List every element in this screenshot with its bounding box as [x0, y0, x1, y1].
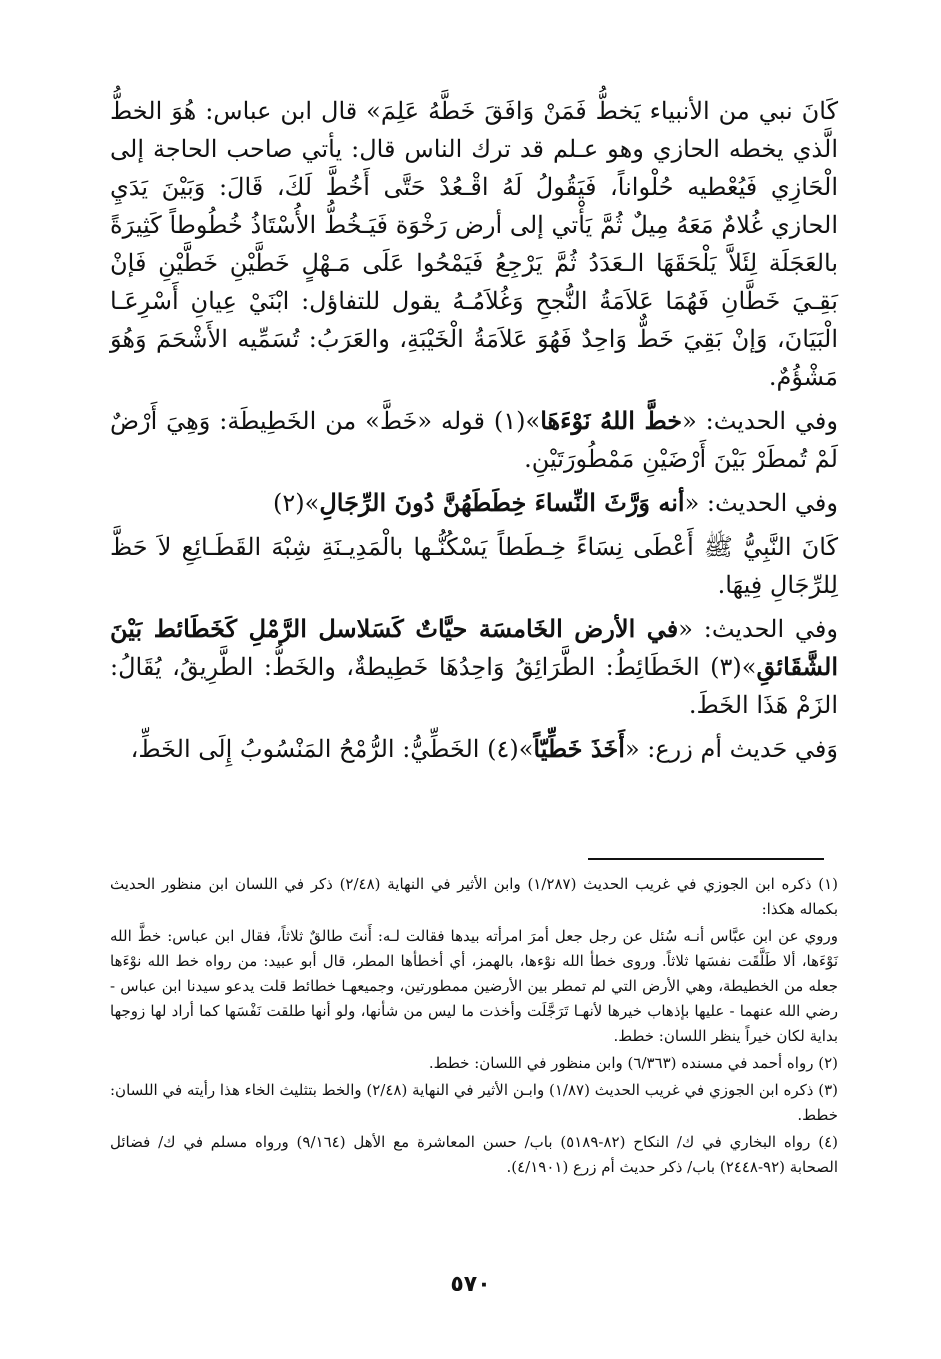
- para6-rest: »(٤) الخَطِّيُّ: الرُّمْحُ المَنْسُوبُ إِلَى الخَطِّ،: [130, 735, 534, 763]
- para2-prefix: وفي الحديث: «: [682, 407, 838, 435]
- footnote-separator: [588, 858, 824, 860]
- footnote-1: (١) ذكره ابن الجوزي في غريب الحديث (١/٢٨٧) وابن الأثير في النهاية (٢/٤٨) ذكر في اللسان ابن منظور الحديث بكماله هكذا:: [110, 875, 838, 918]
- hadith-quote: خطَّ اللهُ نَوْءَهَا: [540, 406, 683, 435]
- hadith-quote: في الأرض الخَامسَة حيَّاتٌ كَسَلاسل الرَّمْلِ كَخَطَائط بَيْنَ الشَّقَائقِ: [110, 614, 838, 681]
- footnotes: [110, 872, 838, 1182]
- paragraph-4: كَانَ النَّبِيُّ ﷺ أَعْطَى نِسَاءً خِـطَطاً يَسْكُنُّـها بالْمَدِيـنَةِ شِبْهَ القَطَـائِعِ لاَ حَظَّ لِلرِّجَالِ فِيهَا.: [110, 533, 838, 599]
- paragraph-6: [110, 730, 838, 768]
- para5-prefix: وفي الحديث: «: [678, 615, 838, 643]
- page-number: ٥٧٠: [450, 1272, 491, 1297]
- hadith-quote: أنه وَرَّثَ النِّساءَ خِطَطَهُنَّ دُونَ الرِّجَالِ: [319, 488, 685, 517]
- para2-rest: »(١) قوله «خَطَّ» من الخَطِيطَة: وَهِيَ أَرْضٌ لَمْ تُمطَرْ بَيْنَ أَرْضَيْنِ مَمْطُورَتَيْنِ.: [110, 407, 838, 473]
- paragraph-5: [110, 610, 838, 724]
- paragraph-2: [110, 402, 838, 478]
- footnote-4: (٤) رواه البخاري في ك/ النكاح (٨٢-٥١٨٩) باب/ حسن المعاشرة مع الأهل (٩/١٦٤) ورواه مسلم في ك/ فضائل الصحابة (٩٢-٢٤٤٨) باب/ ذكر حديث أم زرع (٤/١٩٠١).: [110, 1133, 838, 1176]
- paragraph-3: [110, 484, 838, 522]
- hadith-quote: أَخَذَ خَطِّيّاً: [533, 734, 625, 763]
- para3-rest: »(٢): [273, 489, 320, 517]
- para5-rest: »(٣) الخَطَائِطُ: الطَّرَائِقُ وَاحِدُهَا خَطِيطةٌ، والخَطُّ: الطَّرِيقُ، يُقَالُ: الزَمْ هَذَا الخَطَ.: [110, 653, 838, 719]
- footnote-3: (٣) ذكره ابن الجوزي في غريب الحديث (١/٨٧) وابـن الأثير في النهاية (٢/٤٨) والخط بتثليث الخاء هذا رأيته في اللسان: خطط.: [110, 1081, 838, 1124]
- footnote-2: (٢) رواه أحمد في مسنده (٦/٣٦٣) وابن منظور في اللسان: خطط.: [428, 1054, 838, 1072]
- para6-prefix: وَفي حَديث أم زرع: «: [624, 735, 838, 763]
- footnote-1-quote: وروي عن ابن عبَّاس أنـه سُئل عن رجل جعل أمرَ امرأته بيدها فقالت لـه: أَنتَ طالقٌ ثلاثاً، فقال ابن عباس: خطَّ الله نَوْءَها، ألا طَلَّقَت نفسَها ثلاثاً. وروى خطأ الله نوْءها، بالهمز، أي أخطأها المطر، قال أبو عبيد: من رواه خط الله نوْءَها جعله من الخطيطة، وهي الأرض التي لم تمطر بين الأرضين ممطورتين، وجميعهـا خطائط قلت يدعو سيدنا ابن عباس - رضي الله عنهما - عليها بإذهاب خيرها لأنهـا تَرَجَّلَت وأخذت ما ليس من شأنها، ولو أنها طلقت نَفْسَها كما أراد لها زوجها بداية لكان خيراً ينظر اللسان: خطط.: [110, 927, 838, 1045]
- paragraph-1: كَانَ نبي من الأنبياء يَخطُّ فَمَنْ وَافَقَ خَطَّهُ عَلِمَ» قال ابن عباس: هُوَ الخطُّ الَّذي يخطه الحازي وهو عـلم قد ترك الناس قال: يأتي صاحب الحاجة إلى الْحَازِي فَيُعْطيه حُلْواناً، فَيَقُولُ لَهُ اقْـعُدْ حَتَّى أَخُطَّ لَكَ، قَالَ: وَبَيْنَ يَدَيِ الحازي غُلامٌ مَعَهُ مِيلٌ ثُمَّ يَأْتي إلى أرض رَخْوَة فَيَـخُطُّ الأُسْتَاذُ خُطُوطاً كَثِيرَةً بالعَجَلَة لِئَلاَّ يَلْحَقَهَا الـعَدَدُ ثُمَّ يَرْجِعُ فَيَمْحُوا عَلَى مَـهْلٍ خَطَّيْنِ خَطَّيْنِ فَإنْ بَقِـيَ خَطَّانِ فَهُمَا عَلاَمَةُ النُّجحِ وَغُلاَمُـهُ يقول للتفاؤل: ابْنَيْ عِيانِ أَسْرِعَـا الْبَيَانَ، وَإنْ بَقِيَ خَطٌّ وَاحِدٌ فَهُوَ عَلاَمَةُ الْخَيْبَةِ، والعَرَبُ: تُسَمِّيه الأَشْحَمَ وَهُوَ مَشْؤُمٌ.: [110, 97, 838, 391]
- para3-prefix: وفي الحديث: «: [684, 489, 838, 517]
